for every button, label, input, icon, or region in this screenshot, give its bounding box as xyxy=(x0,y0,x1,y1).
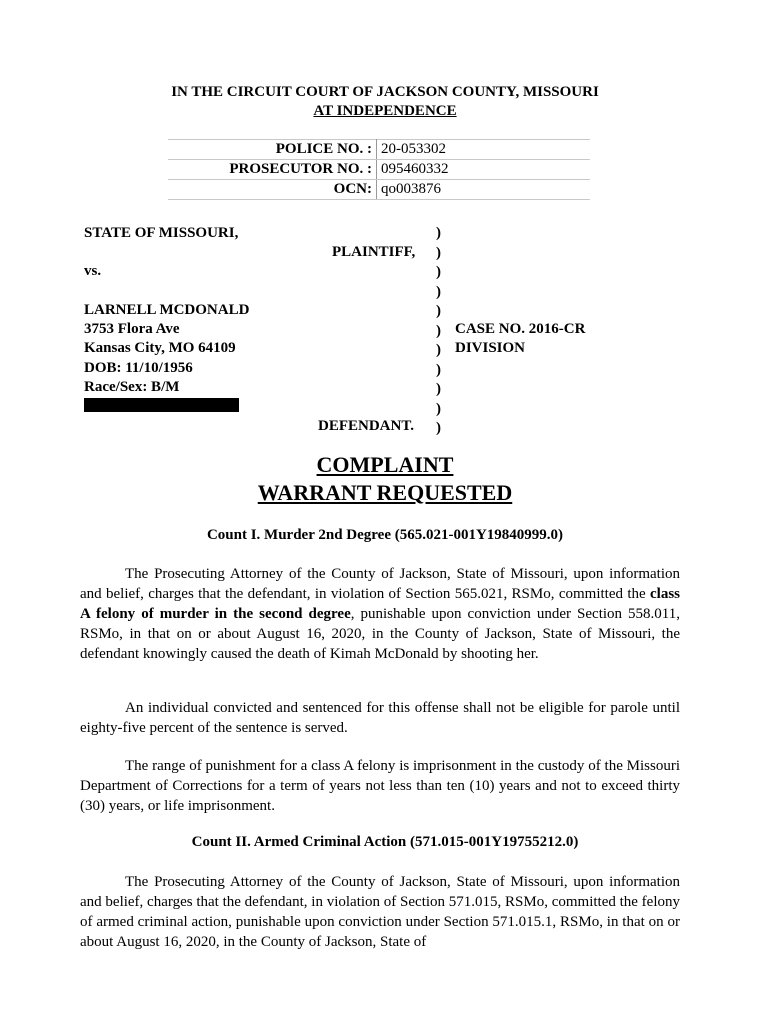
count-1-paragraph-1 xyxy=(80,564,680,664)
document-subtitle: WARRANT REQUESTED xyxy=(257,480,513,505)
plaintiff-party: STATE OF MISSOURI, xyxy=(84,225,239,241)
defendant-dob: DOB: 11/10/1956 xyxy=(84,360,193,376)
court-location xyxy=(0,103,770,120)
count-1-p1-offense: class A felony of murder in the second degree xyxy=(80,586,680,622)
versus-label: vs. xyxy=(84,263,102,279)
count-1-p1-text-b: , punishable upon conviction under Section 558.011, RSMo, in that on or about August 16, 2020, in the County of Jackson, State of Missouri, the defendant knowingly caused the death of Kimah McDonald by shooting her. xyxy=(80,606,680,662)
prosecutor-no-label: PROSECUTOR NO. : xyxy=(168,160,377,180)
caption-parentheses: ) ) ) ) ) ) ) ) ) ) ) xyxy=(436,225,441,436)
defendant-address-line1: 3753 Flora Ave xyxy=(84,321,180,337)
case-number: CASE NO. 2016-CR xyxy=(455,321,586,337)
plaintiff-label: PLAINTIFF, xyxy=(332,244,416,260)
ocn-value: qo003876 xyxy=(377,180,591,200)
ocn-label: OCN: xyxy=(168,180,377,200)
redaction-bar xyxy=(84,398,239,412)
defendant-name: LARNELL MCDONALD xyxy=(84,302,250,318)
id-row-prosecutor xyxy=(168,160,590,180)
count-1-paragraph-3: The range of punishment for a class A felony is imprisonment in the custody of the Missouri Department of Corrections for a term of years not less than ten (10) years and not to exceed thirty (30) years, or life imprisonment. xyxy=(80,758,680,814)
count-1-p1-text-a: The Prosecuting Attorney of the County of Jackson, State of Missouri, upon information and belief, charges that the defendant, in violation of Section 565.021, RSMo, committed the xyxy=(80,566,680,602)
count-2-heading: Count II. Armed Criminal Action (571.015-001Y19755212.0) xyxy=(191,834,579,850)
id-row-police xyxy=(168,140,590,160)
prosecutor-no-value: 095460332 xyxy=(377,160,591,180)
count-1-paragraph-2: An individual convicted and sentenced for this offense shall not be eligible for parole until eighty-five percent of the sentence is served. xyxy=(80,700,680,736)
court-location-text: AT INDEPENDENCE xyxy=(313,103,457,119)
defendant-address-line2: Kansas City, MO 64109 xyxy=(84,340,236,356)
defendant-label: DEFENDANT. xyxy=(318,418,414,434)
defendant-race-sex: Race/Sex: B/M xyxy=(84,379,180,395)
document-title: COMPLAINT xyxy=(316,452,454,477)
count-1-heading: Count I. Murder 2nd Degree (565.021-001Y19840999.0) xyxy=(206,527,564,543)
case-identifiers-table xyxy=(168,139,590,200)
police-no-value: 20-053302 xyxy=(377,140,591,160)
police-no-label: POLICE NO. : xyxy=(168,140,377,160)
count-2-paragraph-1: The Prosecuting Attorney of the County of Jackson, State of Missouri, upon information and belief, charges that the defendant, in violation of Section 571.015, RSMo, committed the felony of armed criminal action, punishable upon conviction under Section 571.015.1, RSMo, in that on or about August 16, 2020, in the County of Jackson, State of xyxy=(80,874,681,950)
division-label: DIVISION xyxy=(455,340,526,356)
id-row-ocn xyxy=(168,180,590,200)
court-name: IN THE CIRCUIT COURT OF JACKSON COUNTY, MISSOURI xyxy=(171,84,599,100)
